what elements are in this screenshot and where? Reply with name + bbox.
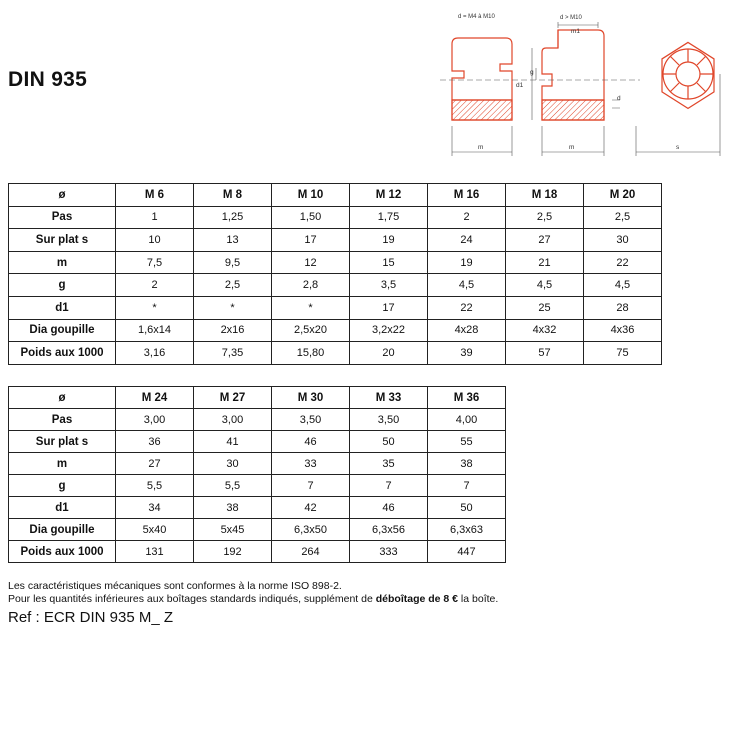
- cell: 5x40: [116, 519, 194, 541]
- cell: 4x32: [506, 319, 584, 342]
- label-g: g: [530, 69, 534, 76]
- cell: 50: [350, 431, 428, 453]
- cell: 2,5: [506, 206, 584, 229]
- table-header-row: [9, 387, 506, 409]
- nut-top-view: [662, 42, 714, 108]
- cell: 3,50: [272, 409, 350, 431]
- cell: 20: [350, 342, 428, 365]
- cell: 2,5: [194, 274, 272, 297]
- header-size: M 36: [428, 387, 506, 409]
- cell: 10: [116, 229, 194, 252]
- cell: 22: [428, 296, 506, 319]
- cell: 4x28: [428, 319, 506, 342]
- cell: 38: [428, 453, 506, 475]
- note-deboitage-bold: déboîtage de 8 €: [375, 593, 459, 605]
- cell: 2: [428, 206, 506, 229]
- table-row: [9, 453, 506, 475]
- cell: 35: [350, 453, 428, 475]
- nut-side-view-small: [452, 38, 512, 120]
- cell: 6,3x63: [428, 519, 506, 541]
- label-m-left: m: [478, 144, 484, 151]
- cell: 7: [272, 475, 350, 497]
- cell: 4,5: [506, 274, 584, 297]
- row-label: m: [9, 453, 116, 475]
- cell: 19: [350, 229, 428, 252]
- table-row: [9, 251, 662, 274]
- cell: *: [194, 296, 272, 319]
- cell: *: [272, 296, 350, 319]
- table-row: [9, 274, 662, 297]
- header-size: M 12: [350, 184, 428, 207]
- cell: 2,5x20: [272, 319, 350, 342]
- table-row: [9, 296, 662, 319]
- cell: 3,16: [116, 342, 194, 365]
- cell: 30: [584, 229, 662, 252]
- header-size: M 10: [272, 184, 350, 207]
- cell: 4,5: [584, 274, 662, 297]
- cell: 22: [584, 251, 662, 274]
- note-iso: Les caractéristiques mécaniques sont conformes à la norme ISO 898-2.: [8, 580, 342, 592]
- cell: 36: [116, 431, 194, 453]
- label-m1: m1: [571, 28, 581, 35]
- cell: *: [116, 296, 194, 319]
- table-row: [9, 342, 662, 365]
- table-header-row: [9, 184, 662, 207]
- row-label: g: [9, 274, 116, 297]
- header-size: M 6: [116, 184, 194, 207]
- cell: 4,5: [428, 274, 506, 297]
- row-label: Dia goupille: [9, 319, 116, 342]
- cell: 7: [350, 475, 428, 497]
- label-s: s: [676, 144, 680, 151]
- cell: 46: [272, 431, 350, 453]
- cell: 131: [116, 541, 194, 563]
- row-label: Poids aux 1000: [9, 541, 116, 563]
- label-m-mid: m: [569, 144, 575, 151]
- cell: 2x16: [194, 319, 272, 342]
- table-row: [9, 229, 662, 252]
- cell: 27: [116, 453, 194, 475]
- technical-drawing: [440, 8, 725, 158]
- cell: 7,5: [116, 251, 194, 274]
- cell: 46: [350, 497, 428, 519]
- cell: 28: [584, 296, 662, 319]
- row-label: Dia goupille: [9, 519, 116, 541]
- cell: 33: [272, 453, 350, 475]
- cell: 24: [428, 229, 506, 252]
- row-label: Pas: [9, 409, 116, 431]
- table-row: [9, 519, 506, 541]
- row-label: Poids aux 1000: [9, 342, 116, 365]
- row-label: g: [9, 475, 116, 497]
- cell: 75: [584, 342, 662, 365]
- cell: 55: [428, 431, 506, 453]
- header-size: M 30: [272, 387, 350, 409]
- table-row: [9, 497, 506, 519]
- header-size: M 20: [584, 184, 662, 207]
- cell: 41: [194, 431, 272, 453]
- note-deboitage-end: la boîte.: [458, 593, 499, 605]
- cell: 3,50: [350, 409, 428, 431]
- table-row: [9, 319, 662, 342]
- cell: 3,2x22: [350, 319, 428, 342]
- cell: 30: [194, 453, 272, 475]
- label-d-range: d = M4 à M10: [458, 14, 495, 20]
- table-row: [9, 206, 662, 229]
- header-size: M 24: [116, 387, 194, 409]
- label-d: d: [617, 95, 621, 102]
- cell: 447: [428, 541, 506, 563]
- cell: 5,5: [116, 475, 194, 497]
- header-size: M 27: [194, 387, 272, 409]
- cell: 6,3x50: [272, 519, 350, 541]
- cell: 5x45: [194, 519, 272, 541]
- cell: 7,35: [194, 342, 272, 365]
- cell: 50: [428, 497, 506, 519]
- cell: 1,6x14: [116, 319, 194, 342]
- spec-table-1: [8, 183, 662, 365]
- cell: 1,50: [272, 206, 350, 229]
- table-row: [9, 431, 506, 453]
- cell: 15: [350, 251, 428, 274]
- cell: 7: [428, 475, 506, 497]
- cell: 264: [272, 541, 350, 563]
- cell: 1: [116, 206, 194, 229]
- cell: 192: [194, 541, 272, 563]
- header-size: M 18: [506, 184, 584, 207]
- row-label: Pas: [9, 206, 116, 229]
- page-title: DIN 935: [8, 68, 88, 91]
- cell: 6,3x56: [350, 519, 428, 541]
- cell: 3,5: [350, 274, 428, 297]
- cell: 13: [194, 229, 272, 252]
- row-label: Sur plat s: [9, 431, 116, 453]
- cell: 2,8: [272, 274, 350, 297]
- cell: 42: [272, 497, 350, 519]
- header-size: M 8: [194, 184, 272, 207]
- cell: 4x36: [584, 319, 662, 342]
- cell: 12: [272, 251, 350, 274]
- cell: 4,00: [428, 409, 506, 431]
- cell: 21: [506, 251, 584, 274]
- row-label: Sur plat s: [9, 229, 116, 252]
- header-size: M 16: [428, 184, 506, 207]
- cell: 25: [506, 296, 584, 319]
- cell: 3,00: [116, 409, 194, 431]
- note-deboitage-start: Pour les quantités inférieures aux boîtages standards indiqués, supplément de: [8, 593, 376, 605]
- cell: 38: [194, 497, 272, 519]
- cell: 34: [116, 497, 194, 519]
- cell: 333: [350, 541, 428, 563]
- cell: 27: [506, 229, 584, 252]
- table-row: [9, 541, 506, 563]
- header-diameter: ø: [9, 387, 116, 409]
- dimension-lines: [440, 22, 720, 156]
- label-d-gt: d > M10: [560, 15, 582, 21]
- cell: 5,5: [194, 475, 272, 497]
- row-label: d1: [9, 296, 116, 319]
- cell: 57: [506, 342, 584, 365]
- spec-table-2: [8, 386, 506, 563]
- reference: Ref : ECR DIN 935 M_ Z: [8, 609, 174, 626]
- cell: 3,00: [194, 409, 272, 431]
- note-deboitage: [8, 593, 498, 605]
- cell: 1,25: [194, 206, 272, 229]
- cell: 2: [116, 274, 194, 297]
- header-size: M 33: [350, 387, 428, 409]
- cell: 17: [350, 296, 428, 319]
- header-diameter: ø: [9, 184, 116, 207]
- nut-side-view-large: [542, 30, 604, 120]
- cell: 17: [272, 229, 350, 252]
- cell: 9,5: [194, 251, 272, 274]
- cell: 2,5: [584, 206, 662, 229]
- label-d1: d1: [516, 82, 524, 89]
- cell: 39: [428, 342, 506, 365]
- cell: 1,75: [350, 206, 428, 229]
- table-row: [9, 475, 506, 497]
- cell: 19: [428, 251, 506, 274]
- row-label: d1: [9, 497, 116, 519]
- row-label: m: [9, 251, 116, 274]
- cell: 15,80: [272, 342, 350, 365]
- table-row: [9, 409, 506, 431]
